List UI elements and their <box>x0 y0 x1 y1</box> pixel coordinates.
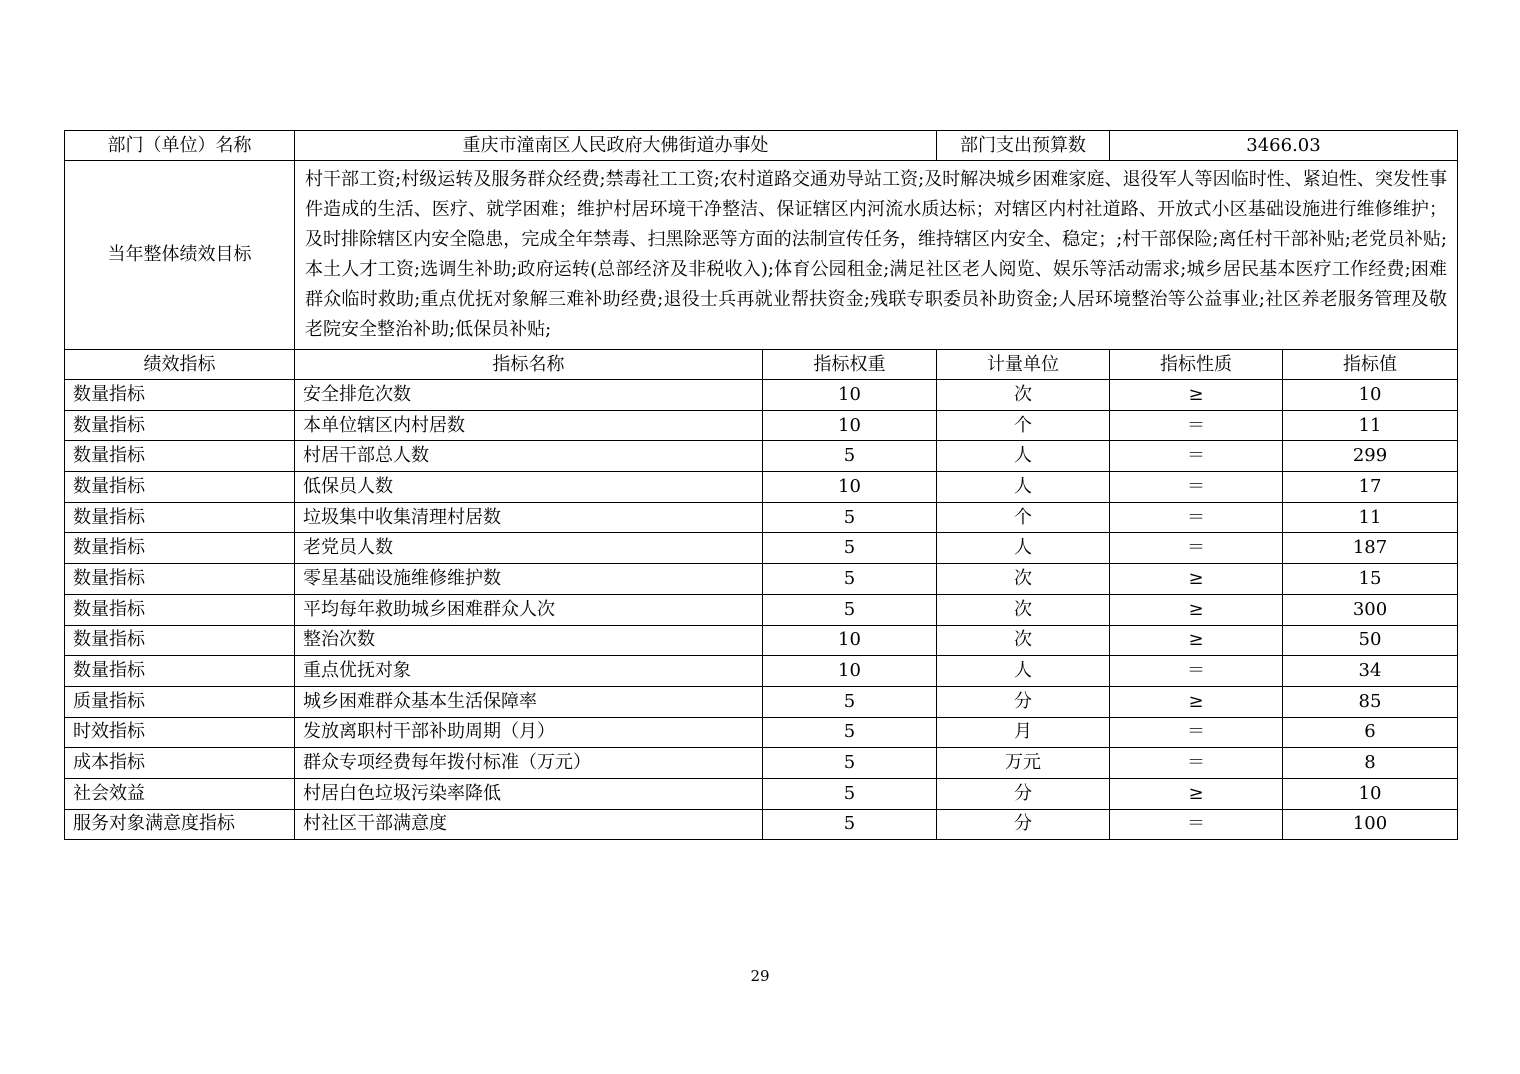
dept-name: 重庆市潼南区人民政府大佛街道办事处 <box>295 131 937 161</box>
table-row <box>65 717 1458 748</box>
cell-nature: ＝ <box>1110 410 1283 441</box>
goal-row <box>65 161 1458 350</box>
cell-weight: 5 <box>763 441 937 472</box>
cell-category: 成本指标 <box>65 748 295 779</box>
cell-nature: ≥ <box>1110 594 1283 625</box>
col-name: 指标名称 <box>295 350 763 380</box>
cell-name: 零星基础设施维修维护数 <box>295 564 763 595</box>
cell-unit: 次 <box>937 564 1110 595</box>
cell-name: 群众专项经费每年拨付标准（万元） <box>295 748 763 779</box>
cell-weight: 10 <box>763 410 937 441</box>
cell-weight: 5 <box>763 502 937 533</box>
cell-name: 村居白色垃圾污染率降低 <box>295 778 763 809</box>
cell-value: 10 <box>1283 778 1458 809</box>
cell-nature: ≥ <box>1110 686 1283 717</box>
cell-value: 10 <box>1283 380 1458 411</box>
performance-table <box>64 130 1458 840</box>
cell-unit: 分 <box>937 809 1110 840</box>
cell-nature: ≥ <box>1110 380 1283 411</box>
cell-unit: 个 <box>937 410 1110 441</box>
cell-unit: 分 <box>937 778 1110 809</box>
cell-category: 时效指标 <box>65 717 295 748</box>
table-row <box>65 380 1458 411</box>
cell-nature: ≥ <box>1110 778 1283 809</box>
cell-unit: 次 <box>937 594 1110 625</box>
cell-weight: 5 <box>763 778 937 809</box>
cell-category: 数量指标 <box>65 656 295 687</box>
table-body <box>65 131 1458 840</box>
cell-name: 发放离职村干部补助周期（月） <box>295 717 763 748</box>
budget-label: 部门支出预算数 <box>937 131 1110 161</box>
cell-category: 数量指标 <box>65 410 295 441</box>
cell-value: 100 <box>1283 809 1458 840</box>
cell-weight: 10 <box>763 656 937 687</box>
table-row <box>65 564 1458 595</box>
cell-value: 15 <box>1283 564 1458 595</box>
cell-nature: ≥ <box>1110 625 1283 656</box>
cell-category: 数量指标 <box>65 625 295 656</box>
cell-weight: 5 <box>763 809 937 840</box>
col-category: 绩效指标 <box>65 350 295 380</box>
cell-category: 数量指标 <box>65 380 295 411</box>
table-row <box>65 533 1458 564</box>
column-header-row <box>65 350 1458 380</box>
cell-weight: 5 <box>763 717 937 748</box>
cell-category: 数量指标 <box>65 441 295 472</box>
header-row <box>65 131 1458 161</box>
col-nature: 指标性质 <box>1110 350 1283 380</box>
cell-weight: 10 <box>763 472 937 503</box>
table-row <box>65 748 1458 779</box>
cell-name: 老党员人数 <box>295 533 763 564</box>
cell-name: 平均每年救助城乡困难群众人次 <box>295 594 763 625</box>
cell-nature: ＝ <box>1110 748 1283 779</box>
cell-value: 11 <box>1283 410 1458 441</box>
cell-name: 村居干部总人数 <box>295 441 763 472</box>
cell-unit: 人 <box>937 656 1110 687</box>
col-unit: 计量单位 <box>937 350 1110 380</box>
cell-nature: ≥ <box>1110 564 1283 595</box>
cell-value: 299 <box>1283 441 1458 472</box>
cell-weight: 5 <box>763 533 937 564</box>
cell-name: 垃圾集中收集清理村居数 <box>295 502 763 533</box>
cell-unit: 次 <box>937 625 1110 656</box>
cell-unit: 月 <box>937 717 1110 748</box>
table-row <box>65 441 1458 472</box>
table-row <box>65 594 1458 625</box>
cell-value: 50 <box>1283 625 1458 656</box>
cell-nature: ＝ <box>1110 656 1283 687</box>
table-row <box>65 686 1458 717</box>
cell-weight: 10 <box>763 380 937 411</box>
cell-weight: 10 <box>763 625 937 656</box>
cell-unit: 分 <box>937 686 1110 717</box>
cell-category: 社会效益 <box>65 778 295 809</box>
cell-value: 85 <box>1283 686 1458 717</box>
table-row <box>65 656 1458 687</box>
col-value: 指标值 <box>1283 350 1458 380</box>
col-weight: 指标权重 <box>763 350 937 380</box>
cell-value: 187 <box>1283 533 1458 564</box>
cell-nature: ＝ <box>1110 717 1283 748</box>
cell-nature: ＝ <box>1110 533 1283 564</box>
cell-unit: 次 <box>937 380 1110 411</box>
cell-name: 重点优抚对象 <box>295 656 763 687</box>
cell-category: 数量指标 <box>65 594 295 625</box>
cell-category: 数量指标 <box>65 533 295 564</box>
cell-category: 数量指标 <box>65 564 295 595</box>
cell-weight: 5 <box>763 748 937 779</box>
table-row <box>65 502 1458 533</box>
cell-value: 34 <box>1283 656 1458 687</box>
cell-unit: 人 <box>937 441 1110 472</box>
table-row <box>65 809 1458 840</box>
cell-nature: ＝ <box>1110 809 1283 840</box>
cell-unit: 人 <box>937 472 1110 503</box>
table-row <box>65 472 1458 503</box>
cell-name: 安全排危次数 <box>295 380 763 411</box>
cell-value: 11 <box>1283 502 1458 533</box>
cell-weight: 5 <box>763 686 937 717</box>
cell-name: 低保员人数 <box>295 472 763 503</box>
dept-label: 部门（单位）名称 <box>65 131 295 161</box>
cell-unit: 万元 <box>937 748 1110 779</box>
page-number: 29 <box>750 967 770 985</box>
cell-name: 村社区干部满意度 <box>295 809 763 840</box>
cell-unit: 个 <box>937 502 1110 533</box>
goal-text: 村干部工资;村级运转及服务群众经费;禁毒社工工资;农村道路交通劝导站工资;及时解决城乡困难家庭、退役军人等因临时性、紧迫性、突发性事件造成的生活、医疗、就学困难；维护村居环境干净整洁、保证辖区内河流水质达标；对辖区内村社道路、开放式小区基础设施进行维修维护；及时排除辖区内安全隐患，完成全年禁毒、扫黑除恶等方面的法制宣传任务，维持辖区内安全、稳定；;村干部保险;离任村干部补贴;老党员补贴;本土人才工资;选调生补助;政府运转(总部经济及非税收入);体育公园租金;满足社区老人阅览、娱乐等活动需求;城乡居民基本医疗工作经费;困难群众临时救助;重点优抚对象解三难补助经费;退役士兵再就业帮扶资金;残联专职委员补助资金;人居环境整治等公益事业;社区养老服务管理及敬老院安全整治补助;低保员补贴; <box>295 161 1458 350</box>
cell-value: 8 <box>1283 748 1458 779</box>
cell-category: 质量指标 <box>65 686 295 717</box>
cell-category: 服务对象满意度指标 <box>65 809 295 840</box>
cell-value: 17 <box>1283 472 1458 503</box>
cell-category: 数量指标 <box>65 502 295 533</box>
goal-label: 当年整体绩效目标 <box>65 161 295 350</box>
cell-weight: 5 <box>763 594 937 625</box>
cell-name: 城乡困难群众基本生活保障率 <box>295 686 763 717</box>
budget-value: 3466.03 <box>1110 131 1458 161</box>
cell-name: 本单位辖区内村居数 <box>295 410 763 441</box>
cell-nature: ＝ <box>1110 472 1283 503</box>
table-row <box>65 625 1458 656</box>
cell-category: 数量指标 <box>65 472 295 503</box>
cell-value: 300 <box>1283 594 1458 625</box>
cell-nature: ＝ <box>1110 502 1283 533</box>
cell-unit: 人 <box>937 533 1110 564</box>
cell-name: 整治次数 <box>295 625 763 656</box>
cell-nature: ＝ <box>1110 441 1283 472</box>
table-row <box>65 410 1458 441</box>
table-row <box>65 778 1458 809</box>
cell-value: 6 <box>1283 717 1458 748</box>
cell-weight: 5 <box>763 564 937 595</box>
